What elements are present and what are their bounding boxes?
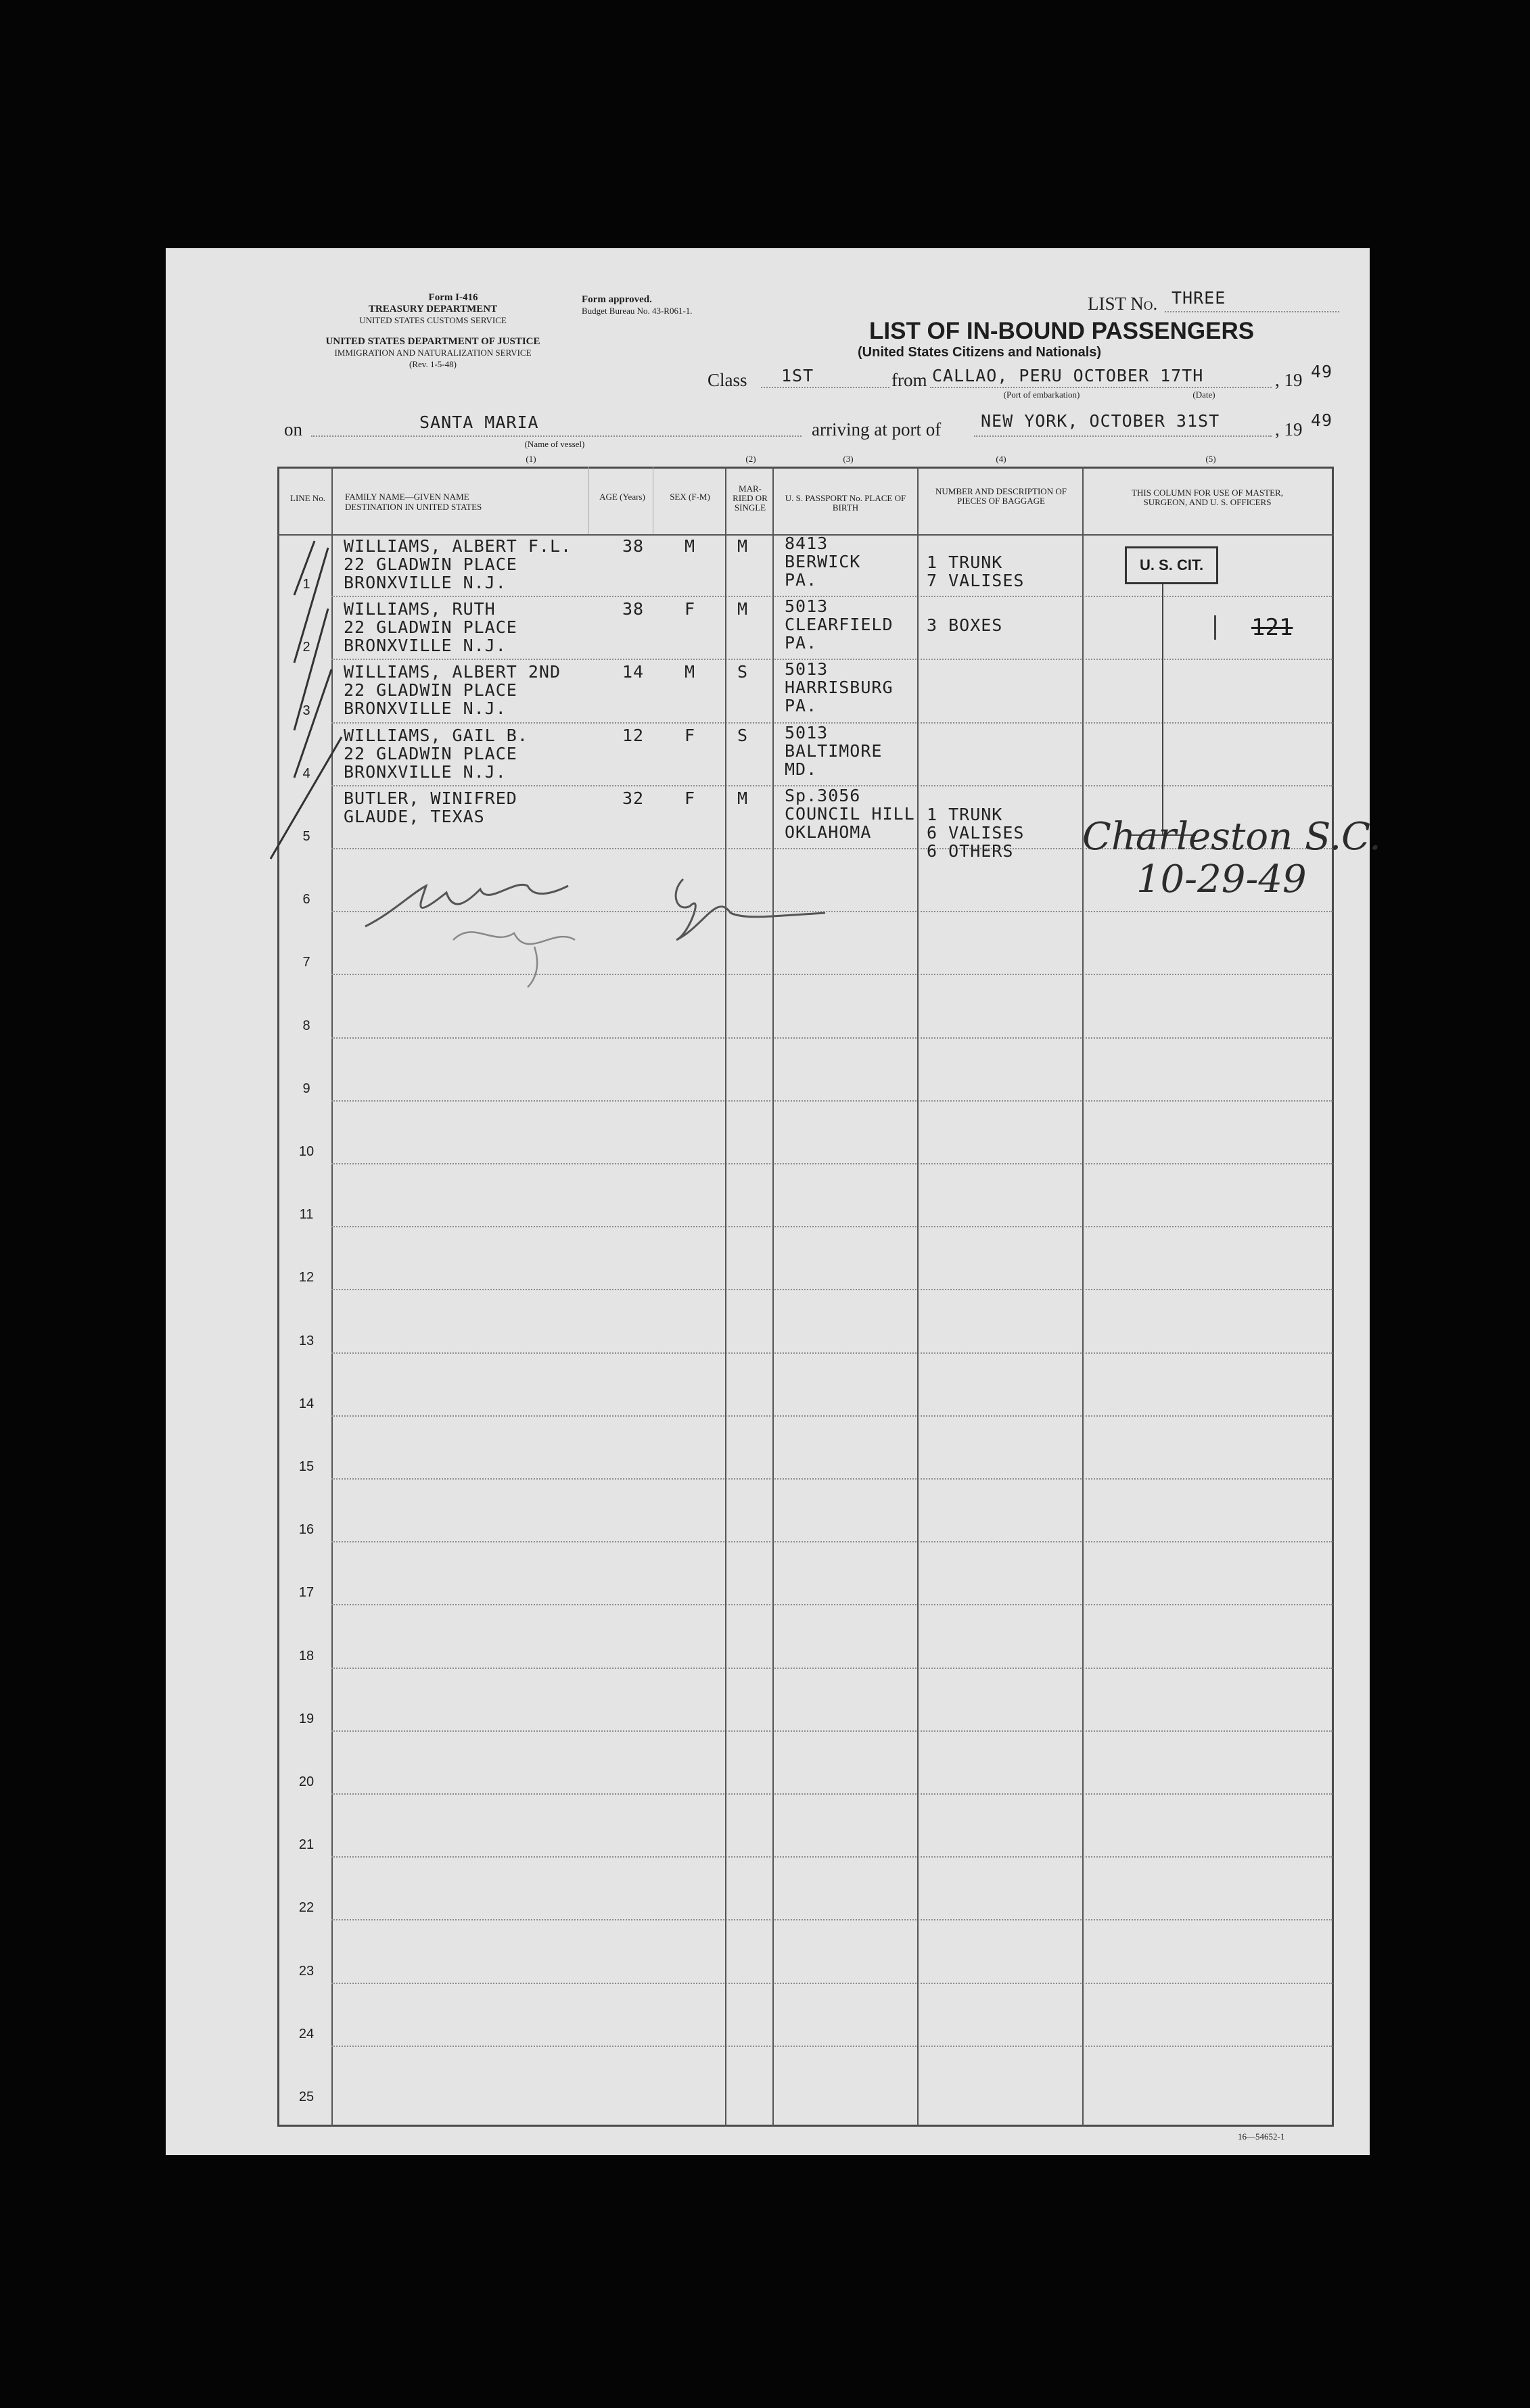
passenger-age: 38 [622, 536, 645, 556]
row-divider [331, 1541, 1332, 1542]
passenger-sex: F [685, 599, 696, 619]
revision-label: (Rev. 1-5-48) [409, 359, 457, 369]
passenger-marital-status: M [737, 536, 749, 556]
passenger-address: 22 GLADWIN PLACE [344, 743, 517, 763]
passenger-address: GLAUDE, TEXAS [344, 806, 485, 826]
passenger-marital-status: S [737, 725, 749, 745]
line-number: 3 [302, 703, 310, 718]
passenger-passport: Sp.3056 [785, 785, 861, 805]
from-label: from [891, 370, 927, 390]
passenger-city: BRONXVILLE N.J. [344, 761, 507, 782]
passenger-birthplace: BALTIMORE [785, 740, 883, 761]
arrival-value: NEW YORK, OCTOBER 31ST [981, 411, 1220, 431]
passenger-passport: 5013 [785, 659, 829, 680]
line-number: 7 [302, 955, 310, 970]
page-title: LIST OF IN-BOUND PASSENGERS [869, 318, 1255, 344]
list-no-label: LIST No. [1088, 293, 1158, 314]
passenger-marital-status: S [737, 662, 749, 682]
col-number-5: (5) [1205, 454, 1216, 464]
justice-label: UNITED STATES DEPARTMENT OF JUSTICE [325, 336, 540, 347]
line-number: 1 [302, 577, 310, 592]
row-divider [331, 1163, 1332, 1164]
row-divider [331, 1793, 1332, 1795]
passenger-address: 22 GLADWIN PLACE [344, 554, 517, 574]
footer-code: 16—54652-1 [1238, 2131, 1285, 2142]
line-number: 12 [298, 1270, 315, 1285]
row-divider [331, 1668, 1332, 1669]
passenger-sex: M [685, 536, 696, 556]
arriving-label: arriving at port of [812, 419, 942, 440]
year-prefix-1: , 19 [1275, 370, 1303, 390]
line-number: 20 [298, 1774, 315, 1789]
header-passport: U. S. PASSPORT No. PLACE OF BIRTH [785, 493, 906, 513]
passenger-name: WILLIAMS, ALBERT F.L. [344, 536, 572, 556]
list-no-value: THREE [1172, 288, 1226, 308]
row-divider [331, 2046, 1332, 2047]
officer-handwritten-port: Charleston S.C. [1082, 815, 1381, 859]
row-divider [331, 1100, 1332, 1102]
passenger-birth-state: OKLAHOMA [785, 822, 872, 842]
row-divider [331, 1604, 1332, 1605]
line-number: 2 [302, 640, 310, 655]
passenger-address: 22 GLADWIN PLACE [344, 680, 517, 701]
passenger-marital-status: M [737, 788, 749, 808]
line-number: 25 [298, 2090, 315, 2104]
line-number: 14 [298, 1396, 315, 1411]
passenger-city: BRONXVILLE N.J. [344, 636, 507, 656]
line-number: 4 [302, 765, 310, 781]
row-divider [331, 1352, 1332, 1354]
officer-handwritten-date: 10-29-49 [1136, 857, 1307, 901]
row-divider [331, 1415, 1332, 1417]
line-number: 23 [298, 1963, 315, 1979]
line-number: 18 [298, 1648, 315, 1663]
vessel-caption: (Name of vessel) [524, 439, 585, 449]
passenger-name: WILLIAMS, ALBERT 2ND [344, 662, 561, 682]
header-destination: DESTINATION IN UNITED STATES [345, 502, 482, 512]
passenger-birth-state: PA. [785, 570, 818, 590]
header-line-no: LINE No. [290, 493, 325, 503]
row-divider [331, 1856, 1332, 1858]
row-divider [331, 596, 1332, 597]
passenger-city: BRONXVILLE N.J. [344, 573, 507, 592]
year-prefix-2: , 19 [1275, 419, 1303, 440]
passenger-address: 22 GLADWIN PLACE [344, 617, 517, 638]
from-value: CALLAO, PERU OCTOBER 17TH [932, 366, 1204, 385]
form-number: Form I-416 [428, 292, 478, 303]
tally-marks [267, 534, 348, 872]
on-label: on [284, 419, 302, 440]
year-2: 49 [1311, 410, 1333, 430]
row-divider [331, 1037, 1332, 1039]
passenger-passport: 8413 [785, 534, 829, 553]
page-subtitle: (United States Citizens and Nationals) [858, 345, 1102, 360]
col-number-2: (2) [745, 454, 756, 464]
line-number: 21 [298, 1837, 315, 1853]
line-number: 15 [298, 1459, 315, 1474]
row-divider [331, 1730, 1332, 1732]
treasury-label: TREASURY DEPARTMENT [368, 304, 498, 314]
line-number: 10 [298, 1144, 315, 1159]
passenger-age: 32 [622, 788, 645, 808]
vessel-name: SANTA MARIA [419, 412, 539, 432]
header-sex: SEX (F-M) [670, 492, 710, 502]
header-name: FAMILY NAME—GIVEN NAME [345, 492, 469, 502]
passenger-name: WILLIAMS, RUTH [344, 599, 496, 619]
col-number-4: (4) [996, 454, 1006, 464]
passenger-name: WILLIAMS, GAIL B. [344, 725, 528, 745]
passenger-birth-state: MD. [785, 759, 818, 779]
us-citizen-stamp: U. S. CIT. [1125, 546, 1218, 584]
passenger-baggage: 1 TRUNK [927, 804, 1003, 824]
class-value: 1ST [781, 366, 814, 385]
line-number: 24 [298, 2026, 315, 2041]
passenger-baggage: 1 TRUNK [927, 552, 1003, 572]
passenger-sex: M [685, 662, 696, 682]
customs-label: UNITED STATES CUSTOMS SERVICE [359, 315, 507, 325]
passenger-sex: F [685, 725, 696, 745]
passenger-baggage: 6 OTHERS [927, 841, 1014, 861]
passenger-passport: 5013 [785, 596, 829, 617]
passenger-birthplace: BERWICK [785, 552, 861, 571]
line-number: 17 [298, 1585, 315, 1601]
line-number: 16 [298, 1522, 315, 1538]
header-age: AGE (Years) [599, 492, 645, 502]
passenger-age: 38 [622, 599, 645, 619]
line-number: 9 [302, 1081, 310, 1096]
passenger-name: BUTLER, WINIFRED [344, 788, 517, 808]
header-baggage: NUMBER AND DESCRIPTION OF PIECES OF BAGGAGE [935, 486, 1067, 506]
passenger-passport: 5013 [785, 722, 829, 742]
passenger-birthplace: COUNCIL HILL [785, 803, 915, 824]
budget-bureau: Budget Bureau No. 43-R061-1. [582, 306, 693, 316]
passenger-birthplace: CLEARFIELD [785, 615, 894, 635]
form-approved: Form approved. [582, 294, 652, 305]
line-number: 5 [302, 829, 310, 844]
year-1: 49 [1311, 362, 1333, 381]
passenger-age: 12 [622, 725, 645, 745]
col-number-3: (3) [843, 454, 854, 464]
line-number: 22 [298, 1900, 315, 1916]
line-number: 6 [302, 892, 310, 907]
ins-label: IMMIGRATION AND NATURALIZATION SERVICE [334, 348, 532, 358]
passenger-baggage: 6 VALISES [927, 822, 1025, 843]
row-divider [331, 722, 1332, 724]
line-number: 11 [299, 1207, 314, 1223]
passenger-baggage: 3 BOXES [927, 615, 1003, 636]
signature-scribble [352, 866, 839, 1001]
col-number-1: (1) [526, 454, 536, 464]
line-number: 19 [298, 1711, 315, 1726]
passenger-birthplace: HARRISBURG [785, 678, 894, 698]
line-number: 8 [302, 1018, 310, 1033]
row-divider [331, 1289, 1332, 1290]
row-divider [331, 1226, 1332, 1227]
class-label: Class [708, 370, 747, 390]
row-divider [331, 659, 1332, 660]
passenger-birth-state: PA. [785, 633, 818, 653]
passenger-city: BRONXVILLE N.J. [344, 699, 507, 719]
stamp-count: 121 [1251, 614, 1293, 641]
passenger-marital-status: M [737, 599, 749, 619]
passenger-age: 14 [622, 662, 645, 682]
passenger-baggage: 7 VALISES [927, 571, 1025, 590]
passenger-birth-state: PA. [785, 696, 818, 716]
port-embarkation-caption: (Port of embarkation) [1003, 389, 1080, 400]
row-divider [331, 1919, 1332, 1920]
header-officers: THIS COLUMN FOR USE OF MASTER, SURGEON, AND U. S. OFFICERS [1132, 488, 1283, 507]
row-divider [331, 1983, 1332, 1984]
passenger-sex: F [685, 788, 696, 808]
date-caption: (Date) [1192, 389, 1215, 400]
header-married: MAR-RIED OR SINGLE [733, 483, 768, 513]
line-number: 13 [298, 1333, 315, 1348]
row-divider [331, 1478, 1332, 1480]
